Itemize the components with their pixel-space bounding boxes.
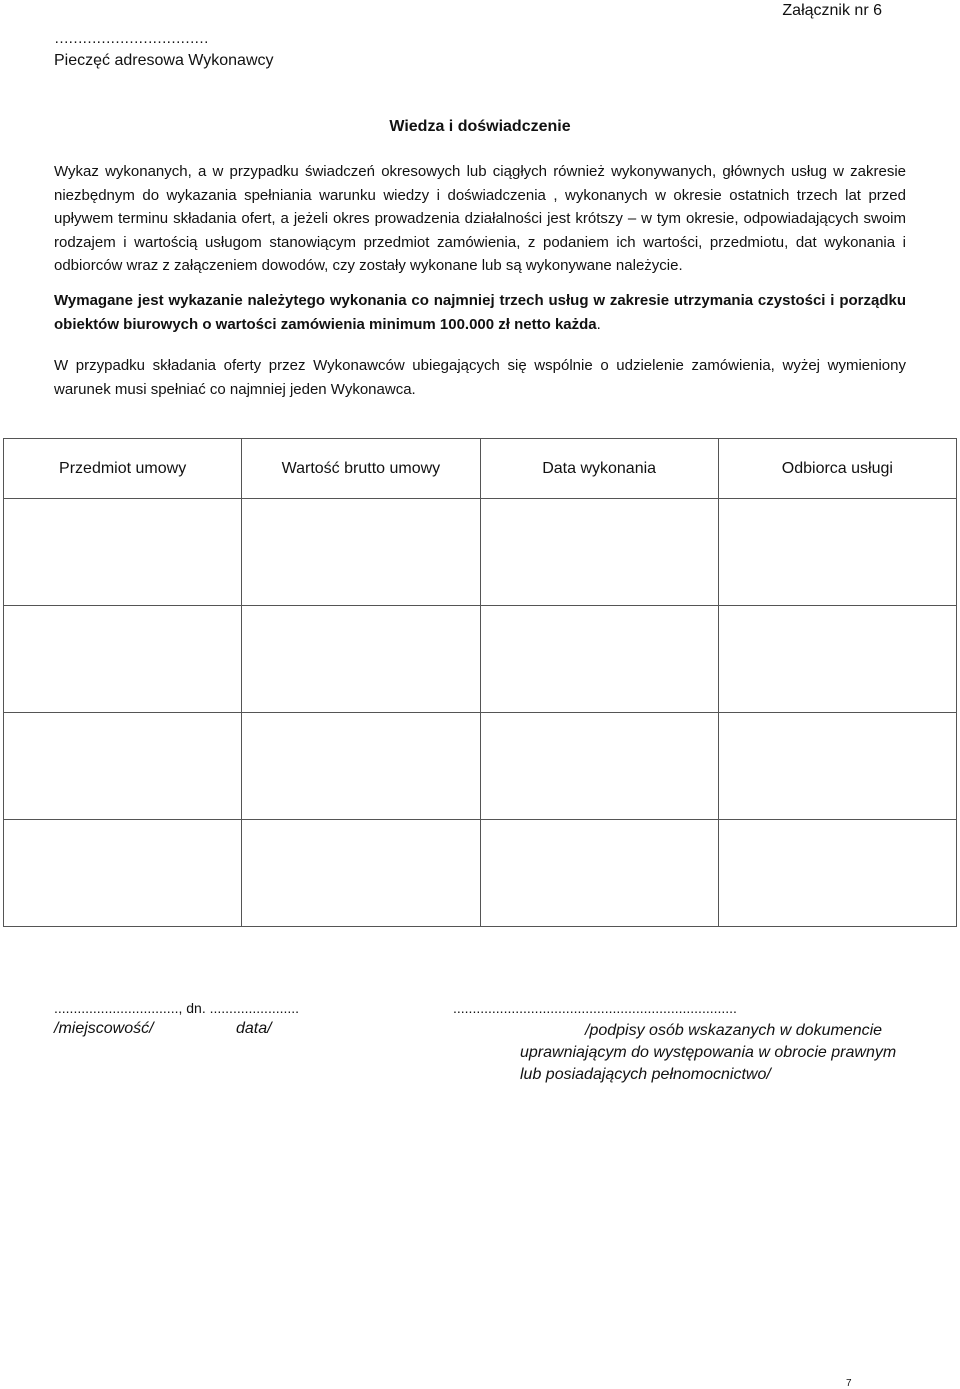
table-header-row [4, 439, 957, 499]
table-cell[interactable] [480, 499, 718, 606]
table-cell[interactable] [718, 606, 956, 713]
table-cell[interactable] [4, 713, 242, 820]
signature-label-line: uprawniającym do występowania w obrocie prawnym [520, 1044, 897, 1061]
table-row [4, 499, 957, 606]
table-row [4, 606, 957, 713]
table-cell[interactable] [718, 713, 956, 820]
requirement-tail: . [596, 315, 601, 333]
table-cell[interactable] [480, 713, 718, 820]
requirement-text: Wymagane jest wykazanie należytego wykonania co najmniej trzech usług w zakresie utrzymania czystości i porządku obiektów biurowych o wartości zamówienia minimum 100.000 zł netto każda [54, 292, 906, 333]
stamp-placeholder-dots: …………………………… [54, 30, 208, 47]
table-cell[interactable] [4, 499, 242, 606]
col-header-value: Wartość brutto umowy [242, 439, 480, 499]
page-title: Wiedza i doświadczenie [389, 118, 571, 135]
annex-label: Załącznik nr 6 [782, 2, 882, 19]
table-cell[interactable] [4, 606, 242, 713]
signature-label-line: lub posiadających pełnomocnictwo/ [520, 1066, 771, 1083]
date-label: data/ [236, 1020, 272, 1037]
table-cell[interactable] [480, 606, 718, 713]
signature-label [520, 1020, 920, 1086]
paragraph-description: Wykaz wykonanych, a w przypadku świadczeń okresowych lub ciągłych również wykonywanych, głównych usług w zakresie niezbędnym do wykazania spełniania warunku wiedzy i doświadczenia , wykonanych w okresie ostatnich trzech lat przed upływem terminu składania ofert, a jeżeli okres prowadzenia działalności jest krótszy – w tym okresie, odpowiadających swoim rodzajem i wartością usługom stanowiącym przedmiot zamówienia, z podaniem ich wartości, przedmiotu, dat wykonania i odbiorców wraz z załączeniem dowodów, czy zostały wykonane lub są wykonywane należycie. [54, 163, 906, 274]
place-label: /miejscowość/ [54, 1020, 154, 1037]
paragraph-consortium: W przypadku składania oferty przez Wykonawców ubiegających się wspólnie o udzielenie zamówienia, wyżej wymieniony warunek musi spełniać co najmniej jeden Wykonawca. [54, 357, 906, 398]
table-cell[interactable] [242, 606, 480, 713]
paragraph-requirement [54, 289, 906, 336]
table-cell[interactable] [718, 499, 956, 606]
table-cell[interactable] [242, 499, 480, 606]
table-row [4, 820, 957, 927]
table-cell[interactable] [242, 713, 480, 820]
stamp-label: Pieczęć adresowa Wykonawcy [54, 52, 274, 69]
page-number: 7 [846, 1378, 852, 1389]
works-table [3, 438, 957, 927]
signature-label-line: /podpisy osób wskazanych w dokumencie [585, 1022, 883, 1039]
table-cell[interactable] [242, 820, 480, 927]
signature-dots: ......................................................................... [453, 1000, 737, 1016]
table-cell[interactable] [480, 820, 718, 927]
table-row [4, 713, 957, 820]
col-header-date: Data wykonania [480, 439, 718, 499]
table-cell[interactable] [4, 820, 242, 927]
col-header-subject: Przedmiot umowy [4, 439, 242, 499]
table-cell[interactable] [718, 820, 956, 927]
col-header-recipient: Odbiorca usługi [718, 439, 956, 499]
place-date-dots: ................................, dn. ....................... [54, 1000, 300, 1016]
